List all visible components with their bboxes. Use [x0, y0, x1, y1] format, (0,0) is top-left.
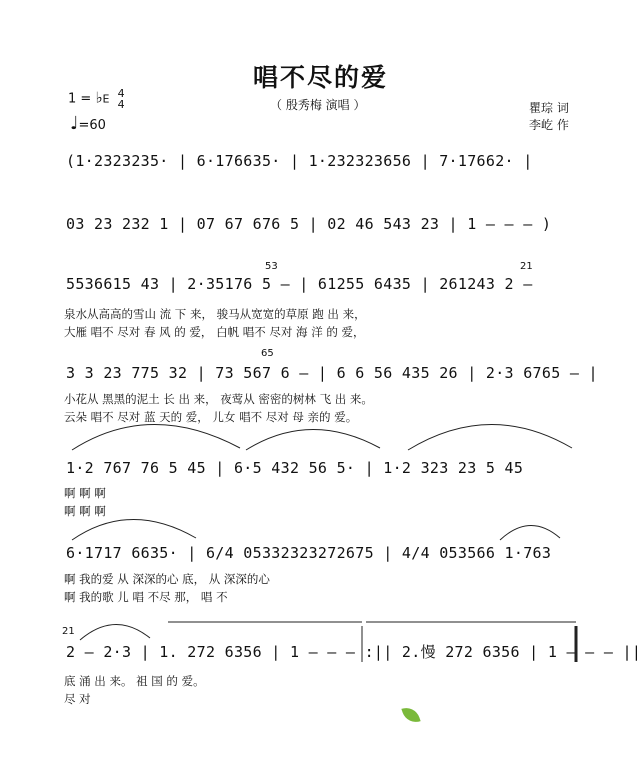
notation-row-2: 03 23 232 1 | 07 67 676 5 | 02 46 543 23 | 1 — — — )	[66, 215, 552, 233]
key-letter: E	[102, 92, 110, 106]
flat-symbol: ♭	[95, 88, 103, 107]
time-bottom: 4	[117, 98, 125, 111]
tempo-mark	[70, 113, 106, 134]
quarter-note-icon: ♩	[70, 113, 79, 134]
lyrics-verse-1: 啊 啊 啊	[64, 486, 106, 500]
score-row-1	[58, 140, 582, 174]
notation-row-6: 6·1717 6635· | 6/4 05332323272675 | 4/4 053566 1·763	[66, 544, 552, 562]
grace-note: 21	[520, 261, 533, 272]
lyrics-verse-1: 底 涌 出 来。 祖 国 的 爱。	[64, 674, 205, 688]
lyrics-verse-1: 小花从 黑黑的泥土 长 出 来， 夜莺从 密密的树林 飞 出 来。	[64, 392, 373, 406]
score-row-6	[58, 532, 582, 566]
notation-row-7: 2 — 2·3 | 1. 272 6356 | 1 — — — :|| 2.慢 272 6356 | 1 — — — ||	[66, 643, 641, 661]
composer-credit: 李屹 作	[529, 118, 569, 132]
lyrics-verse-2: 云朵 唱不 尽对 蓝 天的 爱， 儿女 唱不 尽对 母 亲的 爱。	[64, 410, 358, 424]
lyricist-credit: 瞿琮 词	[529, 101, 569, 115]
grace-note: 65	[261, 348, 274, 359]
score-row-4	[58, 348, 598, 386]
time-signature	[118, 88, 125, 110]
score-row-7	[58, 626, 641, 666]
score-row-3	[58, 263, 582, 297]
notation-row-4: 3 3 23 775 32 | 73 567 6 — | 6 6 56 435 26 | 2·3 6765 — |	[66, 364, 598, 382]
lyrics-verse-2: 啊 我的歌 儿 唱 不尽 那， 唱 不	[64, 590, 228, 604]
leaf-logo	[401, 704, 420, 726]
lyrics-verse-2: 啊 啊 啊	[64, 504, 106, 518]
tempo-value: =60	[78, 118, 106, 133]
lyrics-verse-2: 尽 对	[64, 692, 91, 706]
score-row-5	[58, 447, 582, 481]
time-top: 4	[117, 87, 125, 100]
page-title: 唱不尽的爱	[252, 63, 388, 92]
key-signature	[68, 88, 125, 110]
performer-credit: （ 殷秀梅 演唱 ）	[270, 98, 366, 112]
notation-row-3: 5536615 43 | 2·35176 5 — | 61255 6435 | 261243 2 —	[66, 275, 533, 293]
key-prefix: 1 =	[68, 91, 92, 107]
grace-note: 53	[265, 261, 278, 272]
score-row-2	[58, 203, 582, 237]
notation-row-1: (1·2323235· | 6·176635· | 1·232323656 | 7·17662· |	[66, 152, 533, 170]
notation-row-5: 1·2 767 76 5 45 | 6·5 432 56 5· | 1·2 323 23 5 45	[66, 459, 524, 477]
lyrics-verse-1: 啊 我的爱 从 深深的心 底， 从 深深的心	[64, 572, 270, 586]
grace-note: 21	[62, 626, 75, 637]
lyrics-verse-1: 泉水从高高的雪山 流 下 来， 骏马从宽宽的草原 跑 出 来，	[64, 307, 366, 321]
lyrics-verse-2: 大雁 唱不 尽对 春 风 的 爱， 白帆 唱不 尽对 海 洋 的 爱，	[64, 325, 365, 339]
